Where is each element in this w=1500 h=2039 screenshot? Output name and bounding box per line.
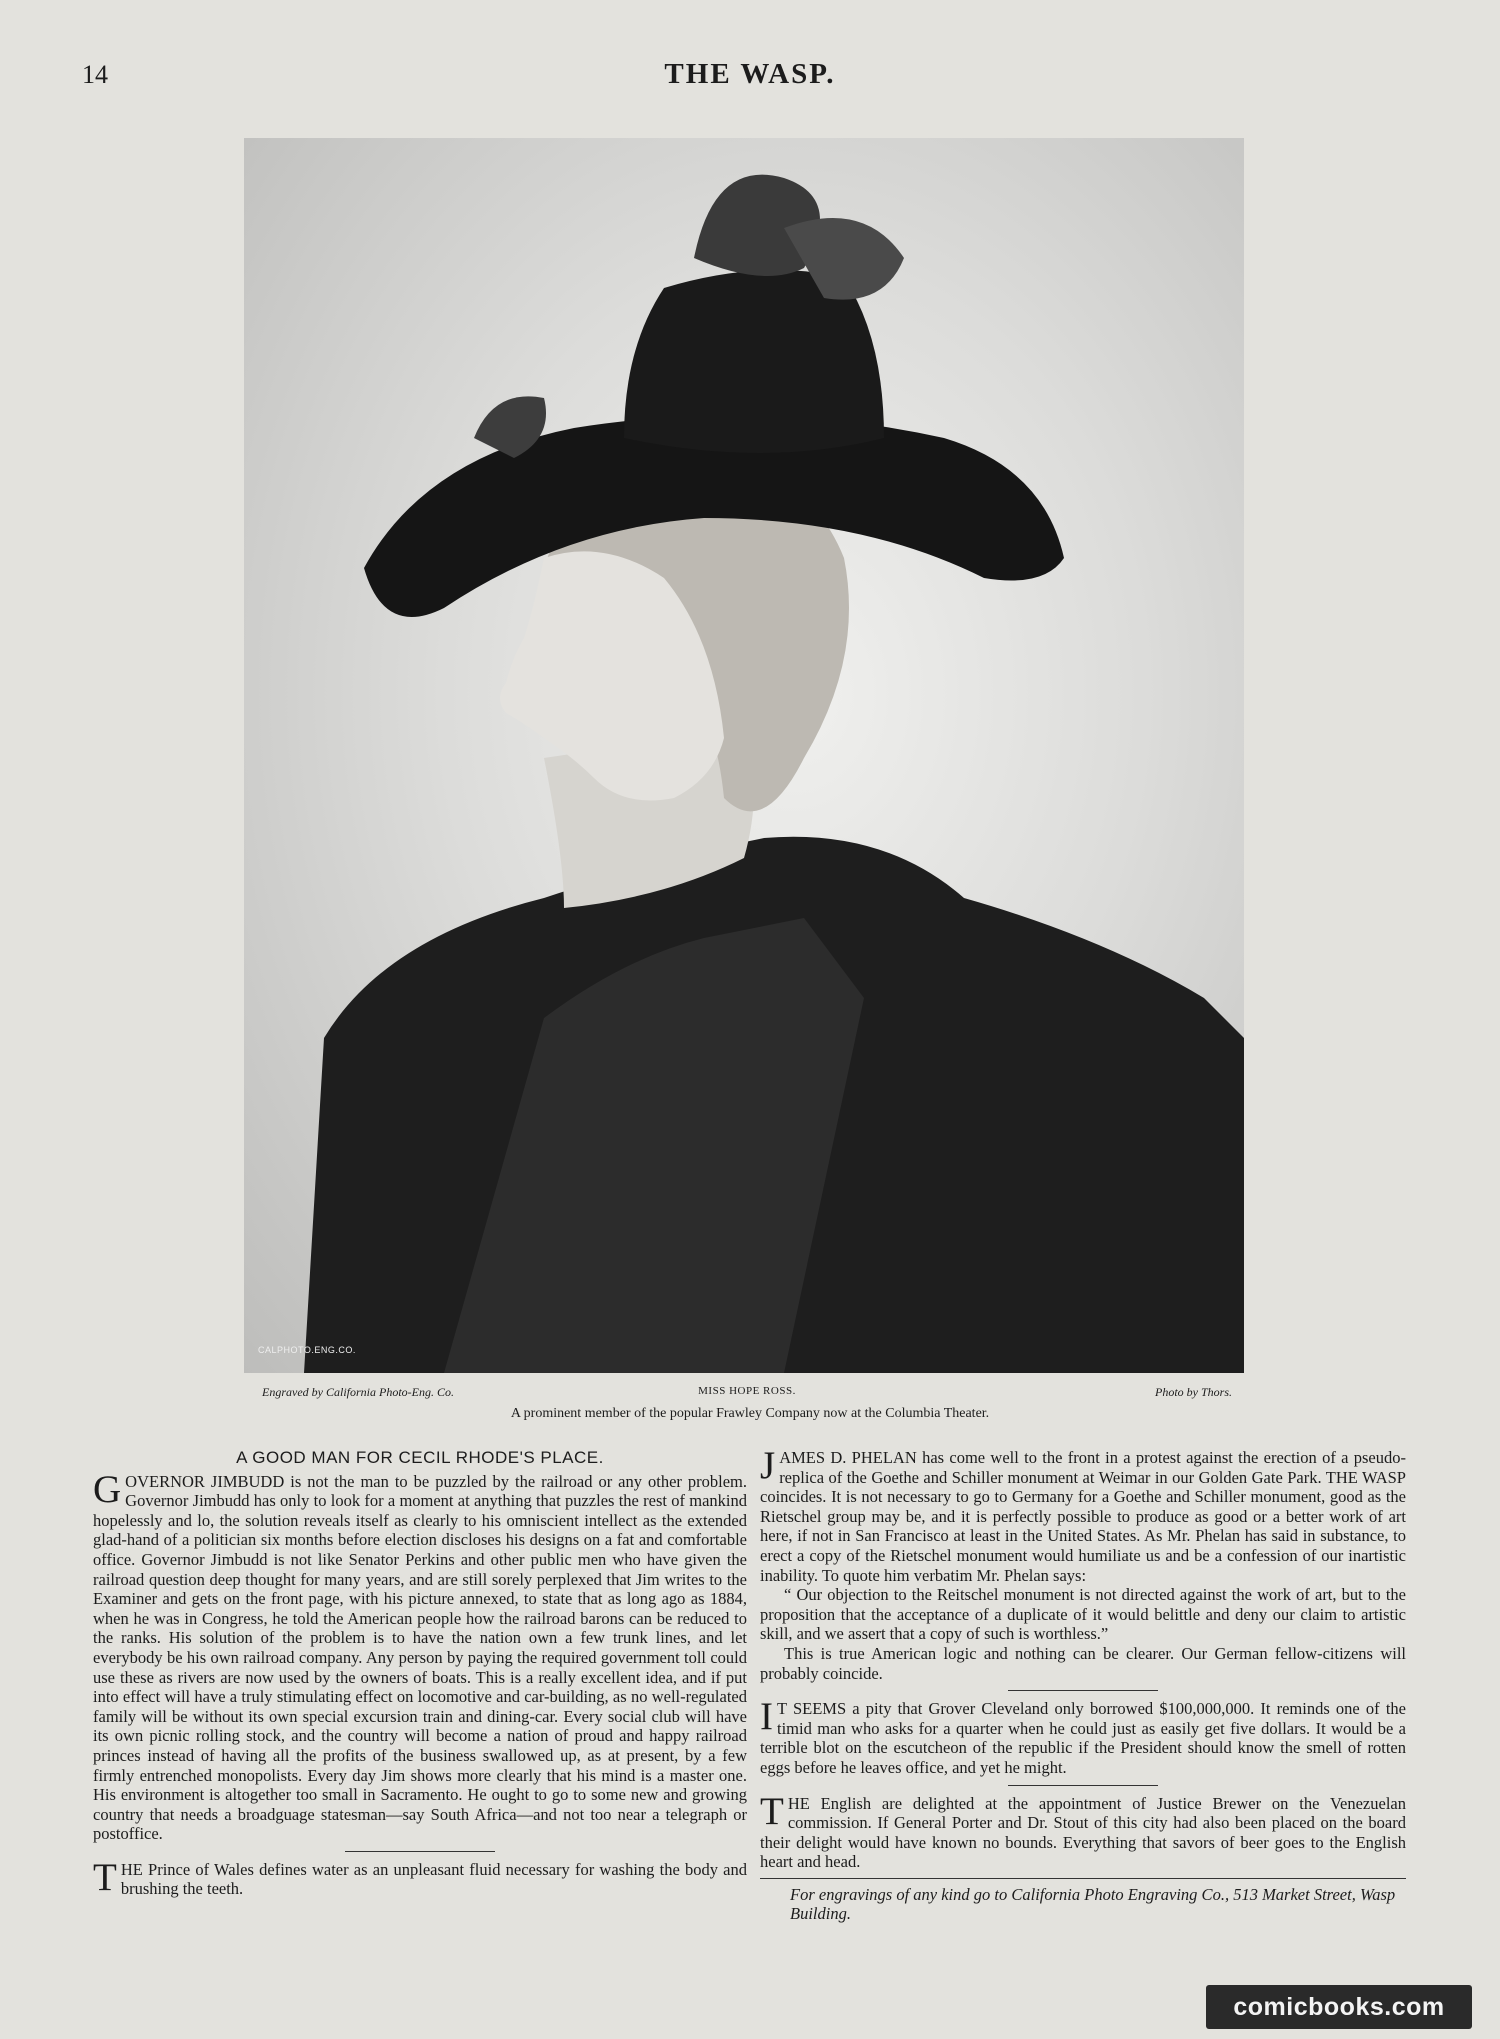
left-column (93, 1448, 747, 1899)
article-phelan-quote: “ Our objection to the Reitschel monument is not directed against the work of art, but to the proposition that the acceptance of a duplicate of it would belittle and deny our claim to artistic skill, and we assert that a copy of such is worthless.” (760, 1585, 1406, 1644)
masthead: THE WASP. (664, 58, 836, 90)
divider (760, 1878, 1406, 1879)
caption-photographer: Photo by Thors. (1154, 1385, 1232, 1399)
caption-description: A prominent member of the popular Frawley Company now at the Columbia Theater. (510, 1406, 990, 1421)
article-phelan-end: This is true American logic and nothing can be clearer. Our German fellow-citizens will probably coincide. (760, 1643, 1406, 1683)
article-phelan: JAMES D. PHELAN has come well to the front in a protest against the erection of a pseudo-replica of the Goethe and Schiller monument at Weimar in our Golden Gate Park. THE WASP coincides. It is not necessary to go to Germany for a Goethe and Schiller monument, good as the Rietschel group may be, and it is perfectly possible to produce as good or a better work of art here, if not in San Francisco at least in the United States. As Mr. Phelan has said in substance, to erect a copy of the Rietschel monument would humiliate us and be a confession of our inartistic inability. To quote him verbatim Mr. Phelan says: (760, 1444, 1406, 1585)
right-column (760, 1444, 1406, 1924)
article-headline: A GOOD MAN FOR CECIL RHODE'S PLACE. (236, 1448, 604, 1467)
caption-subject: MISS HOPE ROSS. (698, 1385, 796, 1397)
article-brewer: THE English are delighted at the appointment of Justice Brewer on the Venezuelan commission. If General Porter and Dr. Stout of this city had also been placed on the board their delight would have known no bounds. Everything that savors of beer goes to the English heart and head. (760, 1789, 1406, 1872)
watermark: comicbooks.com (1206, 1985, 1472, 2029)
divider (345, 1851, 495, 1852)
article-cleveland: IT SEEMS a pity that Grover Cleveland only borrowed $100,000,000. It reminds one of the timid man who asks for a quarter when he could just as easily get five dollars. It would be a terrible blot on the escutcheon of the republic if the President should know the smell of rotten eggs before he leaves office, and yet he might. (760, 1695, 1406, 1777)
article-jimbudd: GOVERNOR JIMBUDD is not the man to be puzzled by the railroad or any other problem. Governor Jimbudd has only to look for a moment at anything that puzzles the rest of mankind hopelessly and lo, the solution reveals itself as clearly to his omniscient intellect as the extended glad-hand of a politician six months before election discloses his designs on a fat and comfortable office. Governor Jimbudd is not like Senator Perkins and other public men who have given the railroad question deep thought for many years, and are still sorely perplexed that Jim writes to the Examiner and gets on the front page, with his picture annexed, to state that as long ago as 1884, when he was in Congress, he told the American people how the railroad barons can be reduced to the ranks. His solution of the problem is to have the nation own a few trunk lines, and let everybody be his own railroad company. Any person by paying the required government toll could use these as rivers are now used by the owners of boats. This is a really excellent idea, and if put into effect will have a truly stimulating effect on locomotive and car-building, as no well-regulated family will be without its own special excursion train and dining-car. Every social club will have its own picnic rolling stock, and the country will become a nation of proud and happy railroad princes instead of having all the profits of the business swallowed up, as at present, by a few firmly entrenched monopolists. Every day Jim shows more clearly that his mind is a master one. His environment is altogether too small in Sacramento. He ought to go to some new and growing country that needs a broadguage statesman—say South Africa—and not too near a telegraph or postoffice. (93, 1467, 747, 1844)
divider (1008, 1785, 1158, 1786)
portrait-illustration (244, 138, 1244, 1373)
engraver-mark: CALPHOTO.ENG.CO. (258, 1345, 356, 1355)
advertisement: For engravings of any kind go to California Photo Engraving Co., 513 Market Street, Wasp Building. (790, 1884, 1396, 1924)
portrait-photo (244, 138, 1244, 1373)
divider (1008, 1690, 1158, 1691)
caption-engraver: Engraved by California Photo-Eng. Co. (262, 1385, 454, 1399)
article-prince-of-wales: THE Prince of Wales defines water as an unpleasant fluid necessary for washing the body and brushing the teeth. (93, 1855, 747, 1899)
page-number: 14 (82, 60, 108, 89)
